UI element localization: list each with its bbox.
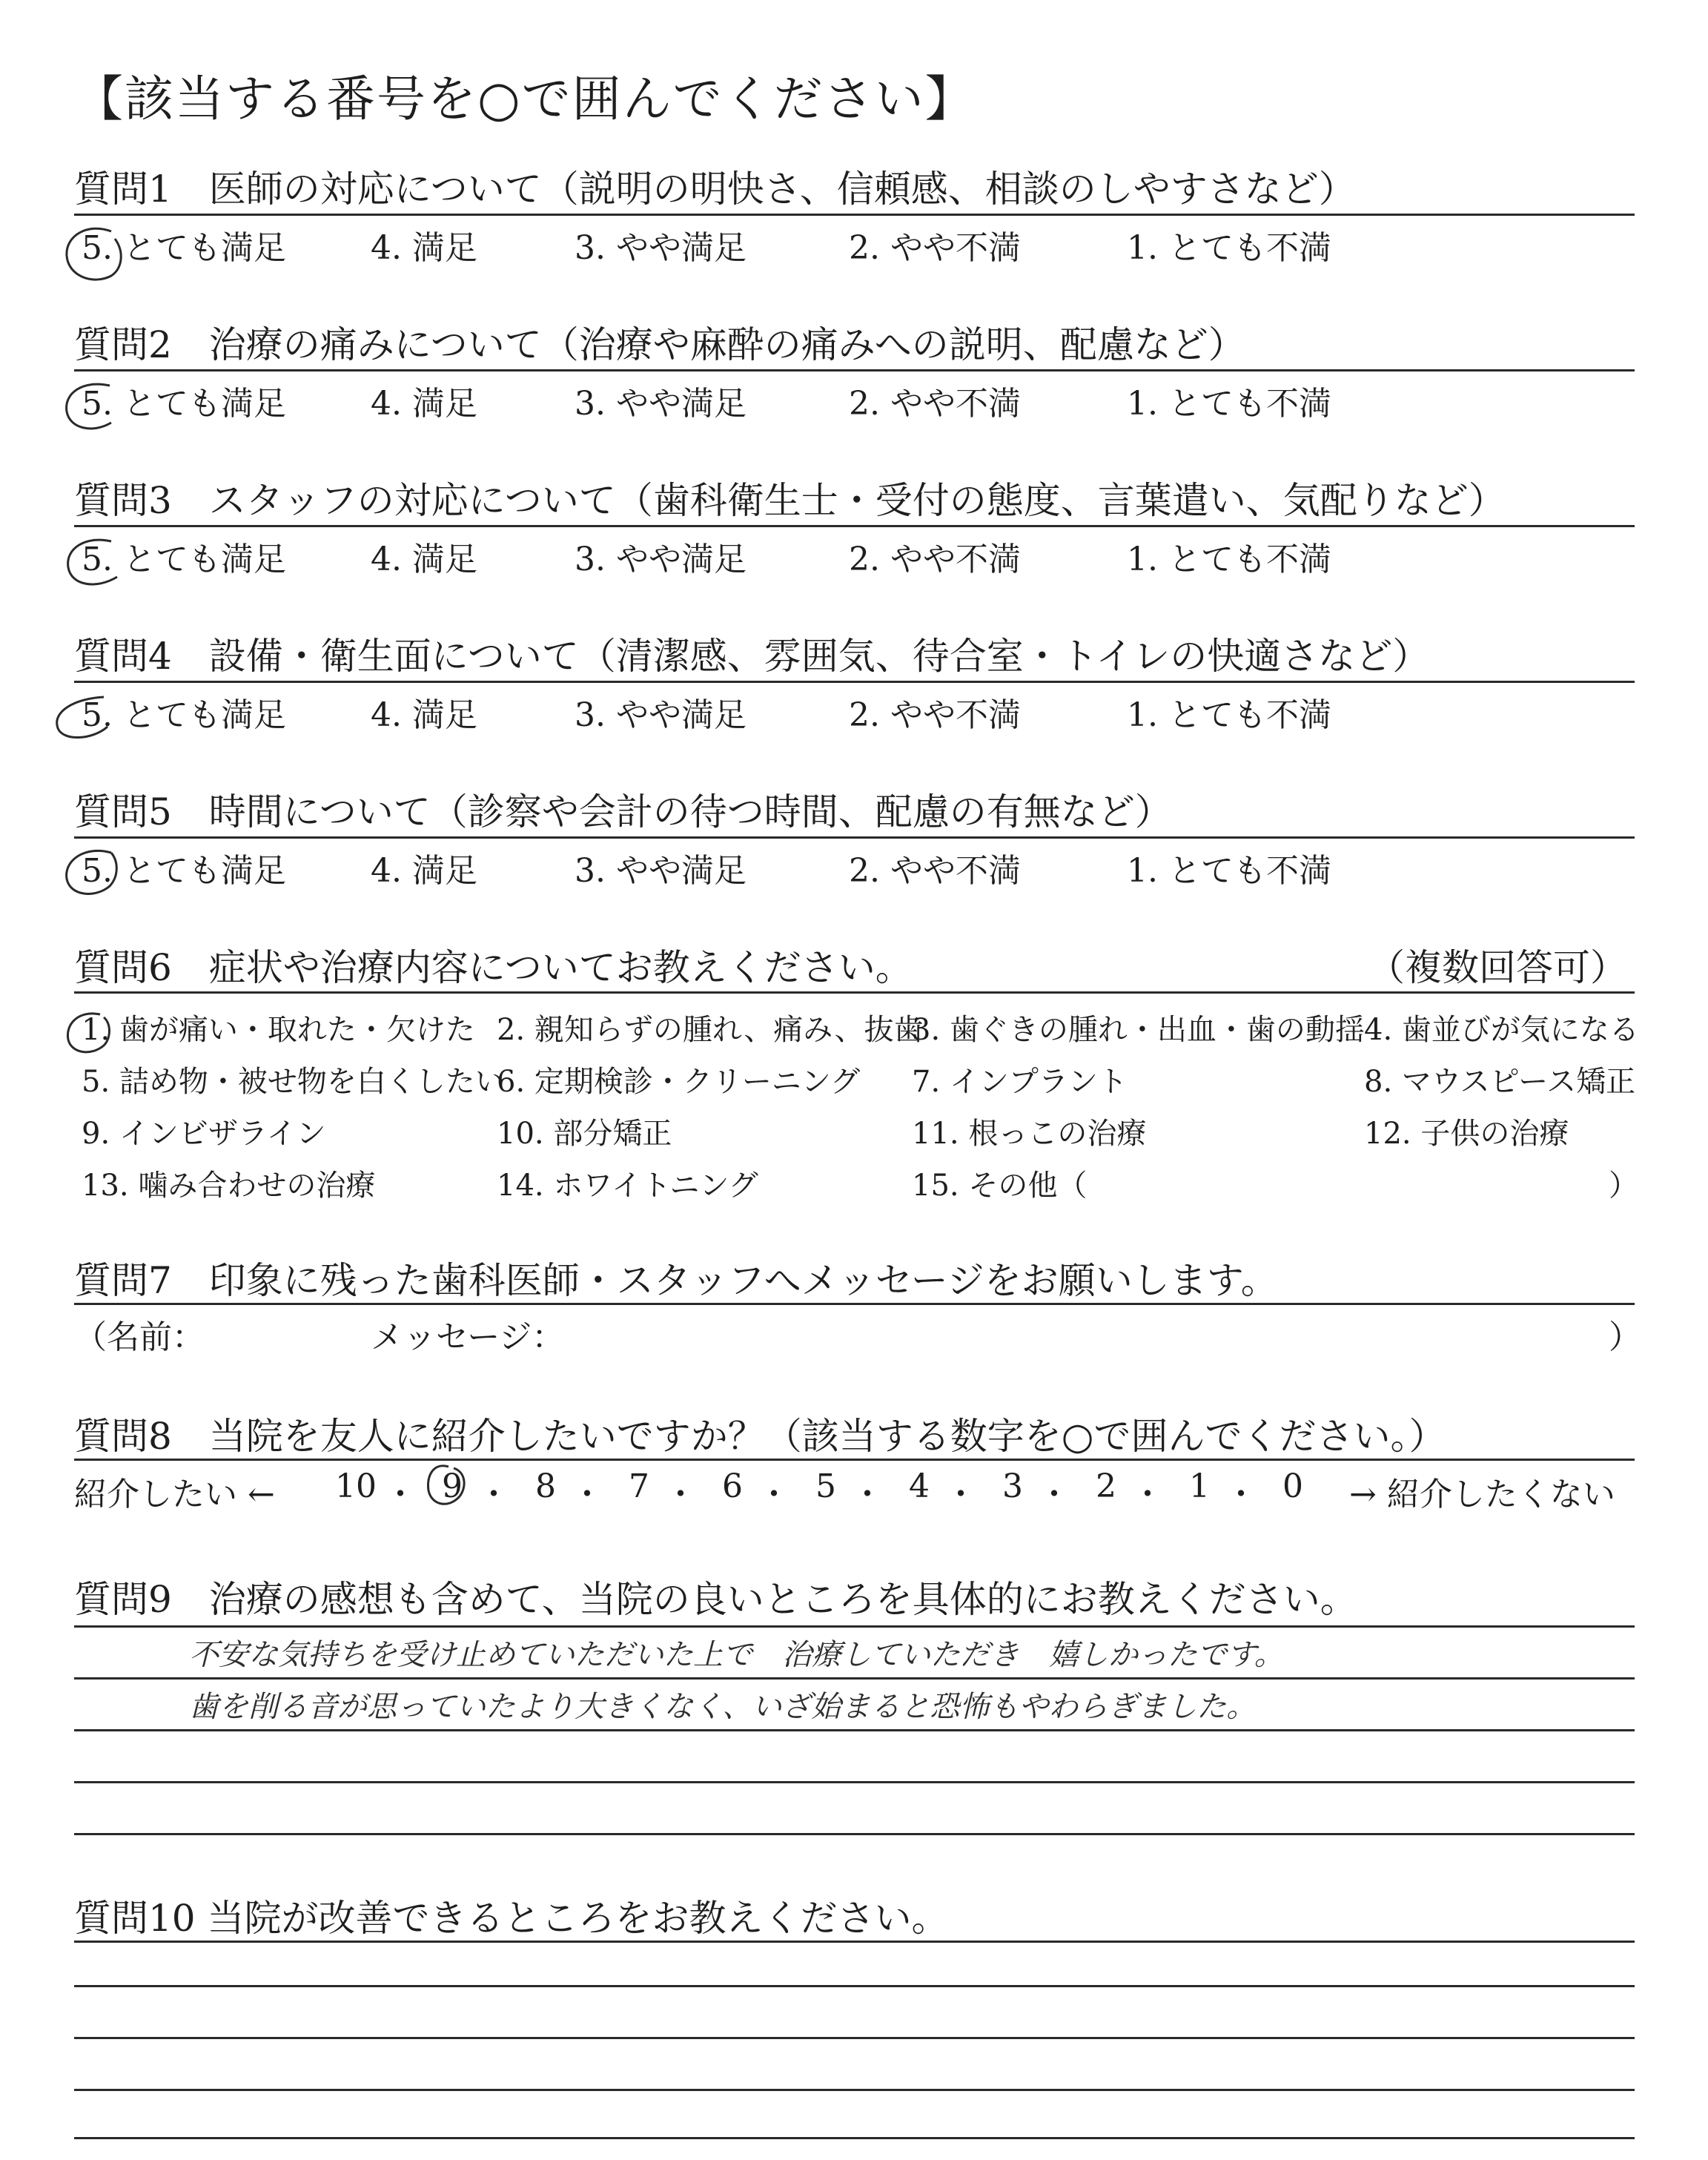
improve-line-3: [74, 2037, 1635, 2039]
score-7[interactable]: 7: [629, 1467, 649, 1505]
q1-option-2[interactable]: 2. やや不満: [849, 229, 1021, 267]
q4-option-3[interactable]: 3. やや満足: [575, 696, 747, 734]
q6-option-3[interactable]: 3. 歯ぐきの腫れ・出血・歯の動揺: [912, 1013, 1365, 1047]
q3-option-2[interactable]: 2. やや不満: [849, 541, 1021, 578]
improve-line-1: [74, 1941, 1635, 1943]
score-5[interactable]: 5: [815, 1467, 836, 1505]
question-2-title: 質問2 治療の痛みについて（治療や麻酔の痛みへの説明、配慮など）: [74, 323, 1245, 366]
question-8-title: 質問8 当院を友人に紹介したいですか？（該当する数字を○で囲んでください。）: [74, 1415, 1446, 1458]
question-2-rule: [74, 369, 1635, 371]
q6-option-12[interactable]: 12. 子供の治療: [1364, 1117, 1569, 1151]
score-separator: ・: [1225, 1476, 1257, 1513]
not-recommend-label: → 紹介したくない: [1349, 1476, 1615, 1513]
score-6[interactable]: 6: [722, 1467, 743, 1505]
answer-line-4: [74, 1781, 1635, 1783]
q6-option-6[interactable]: 6. 定期検診・クリーニング: [497, 1065, 861, 1099]
question-1-title: 質問1 医師の対応について（説明の明快さ、信頼感、相談のしやすさなど）: [74, 168, 1356, 211]
q4-option-2[interactable]: 2. やや不満: [849, 696, 1021, 734]
score-separator: ・: [1038, 1476, 1070, 1513]
question-9-title: 質問9 治療の感想も含めて、当院の良いところを具体的にお教えください。: [74, 1578, 1357, 1621]
multiple-answer-note: （複数回答可）: [1368, 946, 1627, 989]
answer-line-1: [74, 1625, 1635, 1628]
q6-option-10[interactable]: 10. 部分矯正: [497, 1117, 672, 1151]
question-4-rule: [74, 681, 1635, 683]
q2-option-2[interactable]: 2. やや不満: [849, 385, 1021, 423]
question-8-rule: [74, 1459, 1635, 1461]
q5-option-1[interactable]: 1. とても不満: [1127, 852, 1331, 890]
score-10[interactable]: 10: [335, 1467, 377, 1505]
survey-header: 【該当する番号を○で囲んでください】: [74, 70, 976, 128]
q6-option-11[interactable]: 11. 根っこの治療: [912, 1117, 1147, 1151]
q5-option-3[interactable]: 3. やや満足: [575, 852, 747, 890]
q2-option-1[interactable]: 1. とても不満: [1127, 385, 1331, 423]
improve-line-5: [74, 2137, 1635, 2139]
message-close-paren: ）: [1609, 1318, 1641, 1356]
question-10-title: 質問10 当院が改善できるところをお教えください。: [74, 1897, 949, 1940]
q3-option-5[interactable]: 5. とても満足: [82, 541, 286, 578]
answer-line-3: [74, 1729, 1635, 1731]
q6-option-4[interactable]: 4. 歯並びが気になる: [1364, 1013, 1639, 1047]
question-5-rule: [74, 836, 1635, 839]
score-2[interactable]: 2: [1096, 1467, 1116, 1505]
score-3[interactable]: 3: [1002, 1467, 1023, 1505]
score-separator: ・: [384, 1476, 417, 1513]
q1-option-4[interactable]: 4. 満足: [371, 229, 477, 267]
score-separator: ・: [944, 1476, 977, 1513]
score-separator: ・: [1131, 1476, 1164, 1513]
q6-option-14[interactable]: 14. ホワイトニング: [497, 1169, 758, 1203]
question-4-title: 質問4 設備・衛生面について（清潔感、雰囲気、待合室・トイレの快適さなど）: [74, 635, 1430, 678]
score-0[interactable]: 0: [1282, 1467, 1303, 1505]
q4-option-5[interactable]: 5. とても満足: [82, 696, 286, 734]
improve-line-4: [74, 2089, 1635, 2091]
score-4[interactable]: 4: [909, 1467, 930, 1505]
name-label: （名前：: [74, 1318, 205, 1356]
q1-option-3[interactable]: 3. やや満足: [575, 229, 747, 267]
question-6-rule: [74, 991, 1635, 994]
score-separator: ・: [758, 1476, 790, 1513]
handwritten-answer-line-1: 不安な気持ちを受け止めていただいた上で 治療していただき 嬉しかったです。: [189, 1638, 1284, 1672]
q2-option-4[interactable]: 4. 満足: [371, 385, 477, 423]
q3-option-1[interactable]: 1. とても不満: [1127, 541, 1331, 578]
q6-option-7[interactable]: 7. インプラント: [912, 1065, 1128, 1099]
q6-option-9[interactable]: 9. インビザライン: [82, 1117, 326, 1151]
score-8[interactable]: 8: [535, 1467, 556, 1505]
q5-option-5[interactable]: 5. とても満足: [82, 852, 286, 890]
q6-option-8[interactable]: 8. マウスピース矯正: [1364, 1065, 1636, 1099]
answer-line-2: [74, 1677, 1635, 1680]
question-5-title: 質問5 時間について（診察や会計の待つ時間、配慮の有無など）: [74, 790, 1172, 833]
score-separator: ・: [477, 1476, 510, 1513]
message-label: メッセージ：: [371, 1318, 565, 1356]
question-3-rule: [74, 525, 1635, 527]
q2-option-5[interactable]: 5. とても満足: [82, 385, 286, 423]
question-7-rule: [74, 1303, 1635, 1305]
q5-option-4[interactable]: 4. 満足: [371, 852, 477, 890]
q4-option-4[interactable]: 4. 満足: [371, 696, 477, 734]
q6-option-15[interactable]: 15. その他（: [912, 1169, 1088, 1203]
question-6-title: 質問6 症状や治療内容についてお教えください。: [74, 946, 913, 989]
q5-option-2[interactable]: 2. やや不満: [849, 852, 1021, 890]
q1-option-1[interactable]: 1. とても不満: [1127, 229, 1331, 267]
score-separator: ・: [851, 1476, 884, 1513]
answer-line-5: [74, 1833, 1635, 1835]
q4-option-1[interactable]: 1. とても不満: [1127, 696, 1331, 734]
q1-option-5[interactable]: 5. とても満足: [82, 229, 286, 267]
question-7-title: 質問7 印象に残った歯科医師・スタッフへメッセージをお願いします。: [74, 1259, 1278, 1302]
q2-option-3[interactable]: 3. やや満足: [575, 385, 747, 423]
q6-option-13[interactable]: 13. 噛み合わせの治療: [82, 1169, 376, 1203]
handwritten-answer-line-2: 歯を削る音が思っていたより大きくなく、いざ始まると恐怖もやわらぎました。: [189, 1690, 1257, 1724]
score-1[interactable]: 1: [1189, 1467, 1210, 1505]
score-separator: ・: [571, 1476, 603, 1513]
q3-option-4[interactable]: 4. 満足: [371, 541, 477, 578]
q6-option-2[interactable]: 2. 親知らずの腫れ、痛み、抜歯: [497, 1013, 924, 1047]
score-separator: ・: [664, 1476, 697, 1513]
question-3-title: 質問3 スタッフの対応について（歯科衛生士・受付の態度、言葉遣い、気配りなど）: [74, 479, 1506, 522]
q6-option-1[interactable]: 1. 歯が痛い・取れた・欠けた: [82, 1013, 475, 1047]
recommend-label: 紹介したい ←: [74, 1476, 275, 1513]
q3-option-3[interactable]: 3. やや満足: [575, 541, 747, 578]
score-9[interactable]: 9: [442, 1467, 463, 1505]
question-1-rule: [74, 214, 1635, 216]
q6-option-5[interactable]: 5. 詰め物・被せ物を白くしたい: [82, 1065, 505, 1099]
improve-line-2: [74, 1985, 1635, 1987]
q6-other-close-paren: ）: [1609, 1169, 1638, 1203]
